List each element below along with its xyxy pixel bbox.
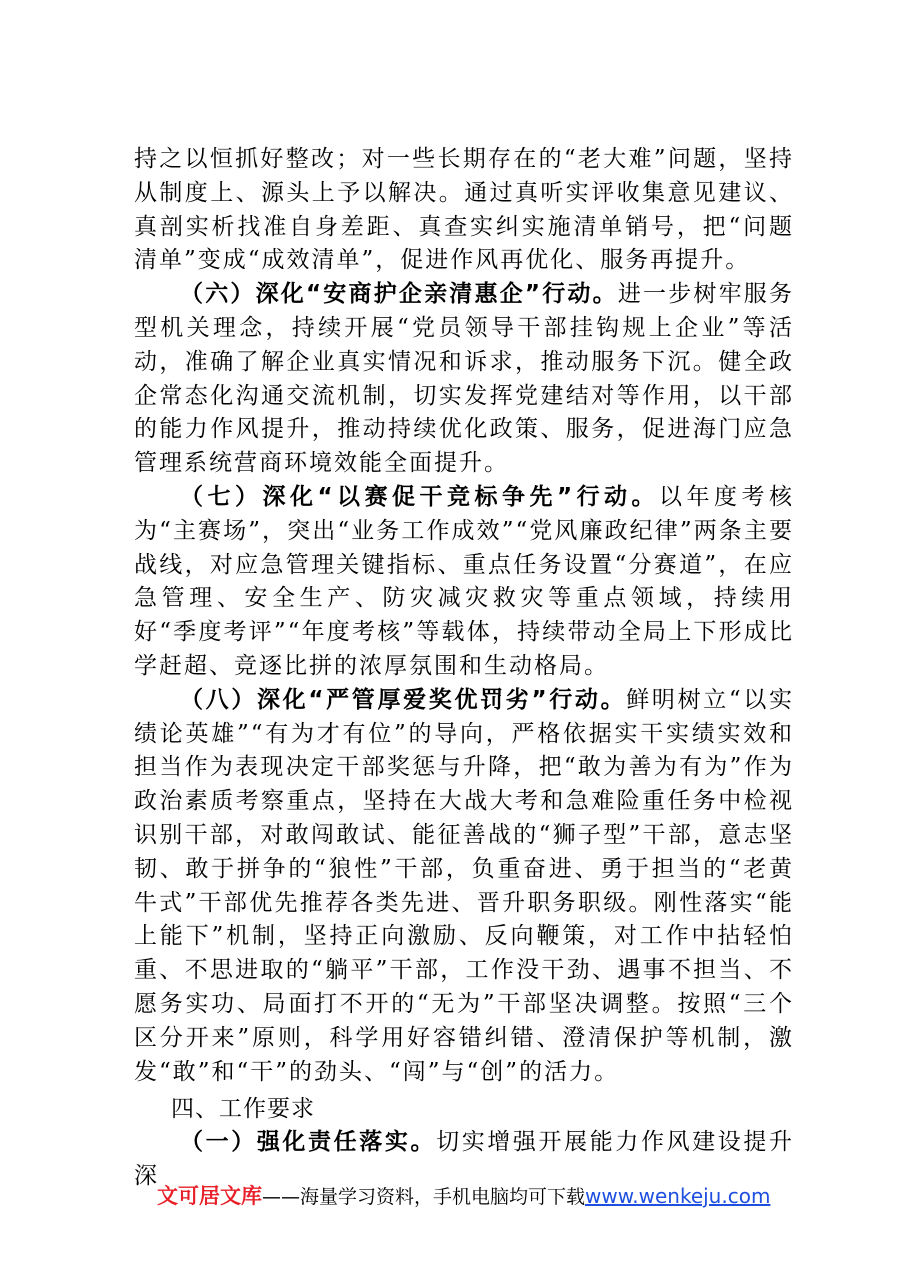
- item-six-lead: （六）深化“安商护企亲清惠企”行动。: [180, 281, 618, 308]
- paragraph-item-eight: [134, 684, 794, 1090]
- footer-brand: 文可居文库: [157, 1184, 262, 1208]
- item-seven-body: 以年度考核为“主赛场”，突出“业务工作成效”“党风廉政纪律”两条主要战线，对应急管理关键指标、重点任务设置“分赛道”，在应急管理、安全生产、防灾减灾救灾等重点领域，持续用好“季度考评”“年度考核”等载体，持续带动全局上下形成比学赶超、竞逐比拼的浓厚氛围和生动格局。: [134, 483, 795, 679]
- paragraph-item-seven: [134, 481, 794, 684]
- requirement-one-body: 切实增强开展能力作风建设提升深: [134, 1129, 795, 1190]
- requirement-one-lead: （一）强化责任落实。: [180, 1129, 437, 1156]
- footer-banner: [157, 1183, 770, 1210]
- item-eight-lead: （八）深化“严管厚爱奖优罚劣”行动。: [180, 686, 627, 713]
- section-heading: 四、工作要求: [171, 1096, 315, 1123]
- footer-url-link[interactable]: www.wenkeju.com: [585, 1184, 771, 1208]
- item-eight-body: 鲜明树立“以实绩论英雄”“有为才有位”的导向，严格依据实干实绩实效和担当作为表现决定干部奖惩与升降，把“敢为善为有为”作为政治素质考察重点，坚持在大战大考和急难险重任务中检视识别干部，对敢闯敢试、能征善战的“狮子型”干部，意志坚韧、敢于拼争的“狼性”干部，负重奋进、勇于担当的“老黄牛式”干部优先推荐各类先进、晋升职务职级。刚性落实“能上能下”机制，坚持正向激励、反向鞭策，对工作中拈轻怕重、不思进取的“躺平”干部，工作没干劲、遇事不担当、不愿务实功、局面打不开的“无为”干部坚决调整。按照“三个区分开来”原则，科学用好容错纠错、澄清保护等机制，激发“敢”和“干”的劲头、“闯”与“创”的活力。: [134, 686, 794, 1085]
- item-six-body: 进一步树牢服务型机关理念，持续开展“党员领导干部挂钩规上企业”等活动，准确了解企业真实情况和诉求，推动服务下沉。健全政企常态化沟通交流机制，切实发挥党建结对等作用，以干部的能力作风提升，推动持续优化政策、服务，促进海门应急管理系统营商环境效能全面提升。: [134, 281, 795, 477]
- item-seven-lead: （七）深化“以赛促干竞标争先”行动。: [180, 483, 660, 510]
- paragraph-continuation: 持之以恒抓好整改；对一些长期存在的“老大难”问题，坚持从制度上、源头上予以解决。通过真听实评收集意见建议、真剖实析找准自身差距、真查实纠实施清单销号，把“问题清单”变成“成效清单”，促进作风再优化、服务再提升。: [134, 146, 794, 274]
- footer-tagline: ——海量学习资料，手机电脑均可下载: [262, 1186, 586, 1208]
- paragraph-item-six: [134, 278, 794, 481]
- document-body: [134, 143, 794, 1194]
